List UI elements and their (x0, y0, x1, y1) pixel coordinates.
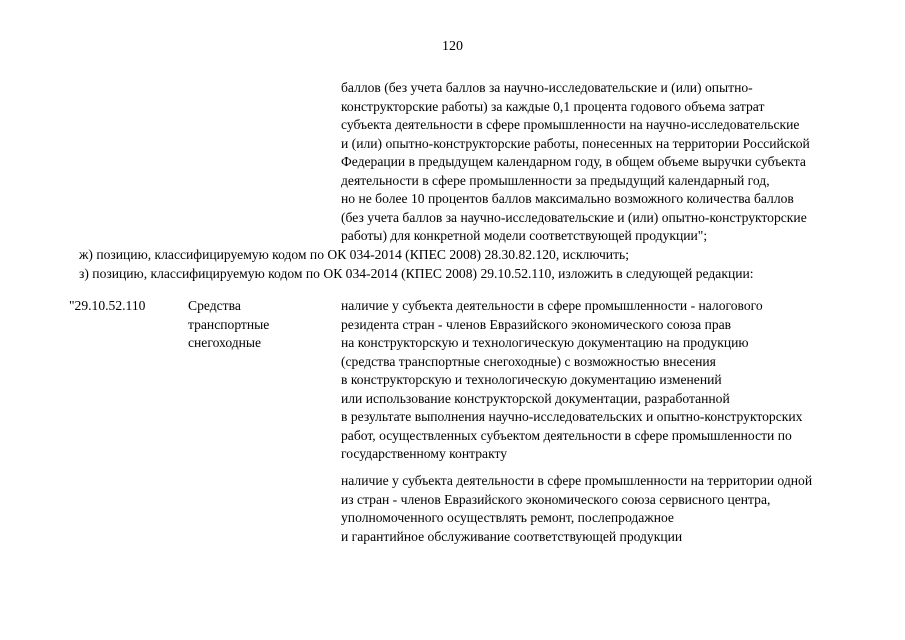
item-z: з) позицию, классифицируемую кодом по ОК 034-2014 (КПЕС 2008) 29.10.52.110, изложить в следующей редакции: (79, 265, 754, 281)
name-line: снегоходные (188, 335, 262, 350)
text-line: и (или) опытно-конструкторские работы, понесенных на территории Российской (341, 135, 810, 151)
name-line: транспортные (188, 316, 270, 332)
requirement-line: уполномоченного осуществлять ремонт, послепродажное (341, 510, 674, 525)
requirement-line: (средства транспортные снегоходные) с возможностью внесения (341, 353, 716, 369)
requirement-line: из стран - членов Евразийского экономического союза сервисного центра, (341, 491, 771, 507)
text-line: работы) для конкретной модели соответствующей продукции"; (341, 228, 708, 243)
requirement-line: работ, осуществленных субъектом деятельности в сфере промышленности по (341, 427, 792, 443)
text-line: конструкторские работы) за каждые 0,1 процента годового объема затрат (341, 98, 765, 114)
code-text: "29.10.52.110 (69, 298, 146, 313)
requirement-line: и гарантийное обслуживание соответствующей продукции (341, 528, 683, 544)
text-line: но не более 10 процентов баллов максимально возможного количества баллов (341, 191, 794, 206)
text-line: деятельности в сфере промышленности за предыдущий календарный год, (341, 172, 770, 188)
requirement-line: или использование конструкторской документации, разработанной (341, 390, 730, 406)
text-line: (без учета баллов за научно-исследовательские и (или) опытно-конструкторские (341, 209, 807, 225)
requirement-line: резидента стран - членов Евразийского экономического союза прав (341, 316, 732, 332)
requirement-line: на конструкторскую и технологическую документацию на продукцию (341, 335, 749, 350)
item-zh: ж) позицию, классифицируемую кодом по ОК 034-2014 (КПЕС 2008) 28.30.82.120, исключить; (79, 247, 630, 262)
text-line: Федерации в предыдущем календарном году, в общем объеме выручки субъекта (341, 154, 806, 169)
text-line: баллов (без учета баллов за научно-исследовательские и (или) опытно- (341, 80, 753, 95)
requirement-line: наличие у субъекта деятельности в сфере промышленности на территории одной (341, 473, 813, 488)
requirement-line: государственному контракту (341, 446, 508, 461)
text-line: субъекта деятельности в сфере промышленности на научно-исследовательские (341, 117, 800, 132)
page-number: 120 (442, 39, 463, 54)
requirement-line: в результате выполнения научно-исследовательских и опытно-конструкторских (341, 409, 803, 424)
requirement-line: в конструкторскую и технологическую документацию изменений (341, 372, 722, 387)
requirement-line: наличие у субъекта деятельности в сфере промышленности - налогового (341, 298, 763, 313)
name-line: Средства (188, 298, 241, 313)
